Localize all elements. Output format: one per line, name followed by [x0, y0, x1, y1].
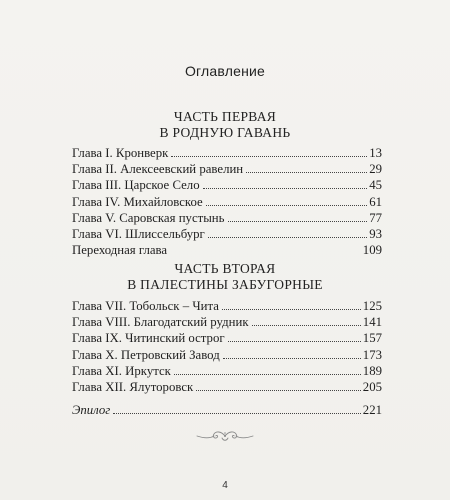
toc-entry-title: Глава I. Кронверк	[72, 146, 169, 160]
toc-entry-title: Глава III. Царское Село	[72, 178, 200, 193]
dot-leader	[246, 172, 367, 173]
toc-entry-page: 141	[362, 315, 382, 330]
toc-entry[interactable]	[72, 330, 382, 346]
toc-entry-title: Глава VII. Тобольск – Чита	[72, 299, 219, 313]
toc-entry-page: 189	[362, 363, 382, 378]
toc-entry[interactable]	[72, 177, 382, 193]
dot-leader	[208, 237, 367, 238]
toc-entry[interactable]	[72, 347, 382, 363]
part-two-name: В ПАЛЕСТИНЫ ЗАБУГОРНЫЕ	[127, 277, 323, 292]
part-two-chapter-list	[72, 298, 382, 395]
toc-entry[interactable]	[72, 145, 382, 161]
dot-leader	[228, 221, 368, 222]
toc-entry-title: Глава V. Саровская пустынь	[72, 210, 225, 225]
toc-entry[interactable]	[72, 314, 382, 330]
toc-entry-title: Глава XII. Ялуторовск	[72, 379, 194, 394]
part-one-name: В РОДНУЮ ГАВАНЬ	[159, 125, 291, 140]
dot-leader	[196, 390, 361, 391]
page-title: Оглавление	[184, 63, 266, 79]
flourish-ornament-icon	[195, 428, 255, 444]
toc-entry-title: Глава VIII. Благодатский рудник	[72, 315, 249, 330]
page-number: 4	[222, 480, 228, 491]
dot-leader	[203, 188, 368, 189]
toc-entry[interactable]	[72, 161, 382, 177]
toc-entry-title: Глава VI. Шлиссельбург	[72, 226, 205, 241]
toc-entry-title: Глава X. Петровский Завод	[72, 347, 220, 362]
part-one-chapter-list	[72, 145, 382, 258]
toc-entry-page: 13	[369, 146, 382, 160]
dot-leader	[113, 413, 360, 414]
dot-leader	[223, 358, 361, 359]
toc-entry-title: Глава II. Алексеевский равелин	[72, 162, 244, 177]
toc-entry[interactable]	[72, 226, 382, 242]
toc-entry-page: 93	[369, 226, 382, 241]
part-two-number: ЧАСТЬ ВТОРАЯ	[174, 261, 276, 276]
part-one-heading	[0, 109, 450, 141]
toc-entry-page: 45	[369, 178, 382, 193]
dot-leader	[228, 341, 361, 342]
toc-entry-page: 61	[369, 194, 382, 209]
part-one-number: ЧАСТЬ ПЕРВАЯ	[173, 109, 277, 124]
toc-entry-page: 125	[362, 299, 382, 313]
toc-entry-title: Переходная глава	[72, 243, 168, 258]
dot-leader	[170, 253, 361, 254]
dot-leader	[206, 205, 367, 206]
toc-entry[interactable]	[72, 242, 382, 258]
toc-entry-title: Глава IX. Читинский острог	[72, 331, 225, 346]
toc-entry[interactable]	[72, 298, 382, 314]
toc-entry[interactable]	[72, 194, 382, 210]
toc-entry-page: 109	[362, 243, 382, 258]
dot-leader	[252, 325, 361, 326]
toc-entry-page: 221	[362, 403, 382, 417]
toc-entry[interactable]	[72, 210, 382, 226]
toc-entry[interactable]	[72, 363, 382, 379]
toc-entry-page: 157	[362, 331, 382, 346]
dot-leader	[174, 374, 361, 375]
toc-entry-page: 77	[369, 210, 382, 225]
toc-entry-title: Глава XI. Иркутск	[72, 363, 171, 378]
toc-entry-page: 173	[362, 347, 382, 362]
toc-entry-page: 205	[362, 379, 382, 394]
part-two-heading	[0, 261, 450, 293]
toc-entry-title: Эпилог	[72, 403, 111, 417]
toc-entry-title: Глава IV. Михайловское	[72, 194, 203, 209]
toc-entry[interactable]	[72, 379, 382, 395]
toc-entry-page: 29	[369, 162, 382, 177]
dot-leader	[171, 156, 367, 157]
toc-entry-epilogue[interactable]	[72, 402, 382, 418]
dot-leader	[222, 309, 361, 310]
